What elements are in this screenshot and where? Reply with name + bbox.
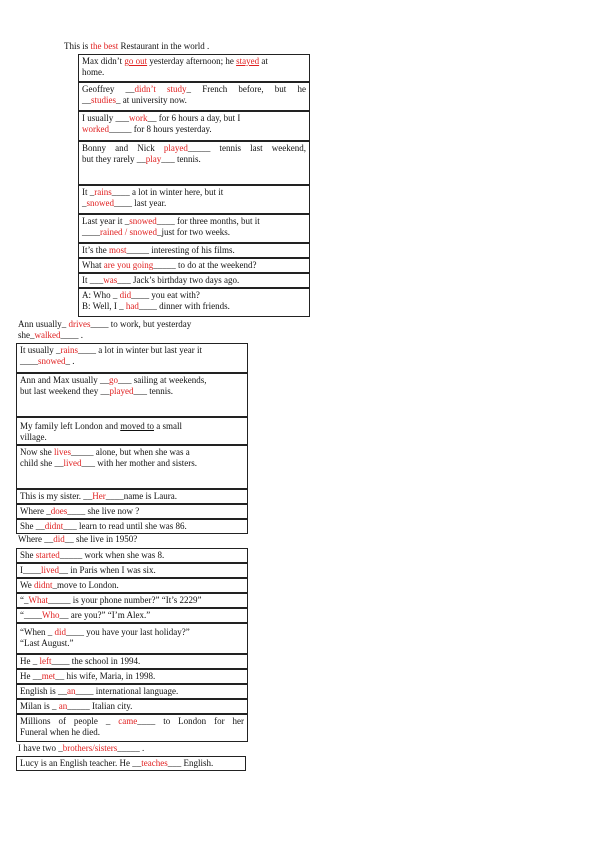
answer: What bbox=[28, 595, 48, 605]
answer: the best bbox=[90, 41, 119, 51]
answer: walked bbox=[34, 330, 61, 340]
exercise-box: This is my sister. __Her____name is Laura. bbox=[16, 489, 248, 504]
answer: met bbox=[41, 671, 56, 681]
answer: rains bbox=[94, 187, 112, 197]
answer: lived bbox=[41, 565, 59, 575]
answer: rains bbox=[60, 345, 78, 355]
exercise-box: It’s the most_____ interesting of his films. bbox=[78, 243, 310, 258]
answer: had bbox=[125, 301, 139, 311]
answer: snowed bbox=[129, 216, 157, 226]
exercise-box: I usually ___work__ for 6 hours a day, but I worked_____ for 8 hours yesterday. bbox=[78, 111, 310, 141]
exercise-box: Milan is _ an_____ Italian city. bbox=[16, 699, 248, 714]
exercise-box: It ___was___ Jack’s birthday two days ago. bbox=[78, 273, 310, 288]
exercise-box: English is __an____ international language. bbox=[16, 684, 248, 699]
answer: didn’t study bbox=[134, 84, 187, 94]
exercise-box: “____Who__ are you?” “I’m Alex.” bbox=[16, 608, 248, 623]
answer: lives bbox=[54, 447, 71, 457]
answer: an bbox=[67, 686, 76, 696]
answer: go bbox=[109, 375, 118, 385]
answer: play bbox=[145, 154, 162, 164]
answer: left bbox=[39, 656, 52, 666]
exercise-box: He _ left____ the school in 1994. bbox=[16, 654, 248, 669]
exercise-box: A: Who _ did____ you eat with? B: Well, I _ had____ dinner with friends. bbox=[78, 288, 310, 317]
exercise-box: She started_____ work when she was 8. bbox=[16, 548, 248, 563]
exercise-box: It usually _rains____ a lot in winter but last year it ____snowed_ . bbox=[16, 343, 248, 373]
answer: most bbox=[109, 245, 127, 255]
answer: was bbox=[103, 275, 118, 285]
exercise-box: Bonny and Nick played_____ tennis last weekend, but they rarely __play___ tennis. bbox=[78, 141, 310, 185]
answer: rained / snowed bbox=[100, 227, 157, 237]
answer: did bbox=[54, 627, 66, 637]
exercise-box: Ann and Max usually __go___ sailing at weekends, but last weekend they __played___ tennis. bbox=[16, 373, 248, 417]
exercise-box: I____lived__ in Paris when I was six. bbox=[16, 563, 248, 578]
answer: started bbox=[35, 550, 60, 560]
answer: did bbox=[53, 534, 65, 544]
answer: work bbox=[129, 113, 148, 123]
exercise-box: Millions of people _ came____ to London for her Funeral when he died. bbox=[16, 714, 248, 742]
exercise-box: What are you going_____ to do at the weekend? bbox=[78, 258, 310, 273]
answer: does bbox=[50, 506, 68, 516]
exercise-box: Max didn’t go out yesterday afternoon; he stayed at home. bbox=[78, 54, 310, 82]
answer: came bbox=[118, 716, 138, 726]
answer: teaches bbox=[141, 758, 168, 768]
exercise-box: Last year it _snowed____ for three months, but it ____rained / snowed_just for two weeks. bbox=[78, 214, 310, 243]
answer: worked bbox=[82, 124, 109, 134]
answer: an bbox=[58, 701, 68, 711]
exercise-line: Ann usually_ drives____ to work, but yesterday she_walked____ . bbox=[18, 319, 192, 340]
title-line: This is the best Restaurant in the world . bbox=[64, 41, 210, 51]
exercise-box: “When _ did____ you have your last holiday?” “Last August.” bbox=[16, 623, 248, 654]
answer: go out bbox=[124, 56, 148, 66]
answer: Who bbox=[42, 610, 60, 620]
answer: drives bbox=[68, 319, 91, 329]
answer: lived bbox=[63, 458, 82, 468]
answer: snowed bbox=[86, 198, 114, 208]
answer: brothers/sisters bbox=[62, 743, 118, 753]
exercise-box: My family left London and moved to a small village. bbox=[16, 417, 248, 445]
exercise-box: Now she lives_____ alone, but when she was a child she __lived___ with her mother and sisters. bbox=[16, 445, 248, 489]
exercise-line: Where __did__ she live in 1950? bbox=[18, 534, 138, 544]
answer: studies bbox=[91, 95, 117, 105]
answer: played bbox=[163, 143, 188, 153]
answer: are you going bbox=[103, 260, 154, 270]
answer: stayed bbox=[236, 56, 260, 66]
answer: played bbox=[109, 386, 134, 396]
exercise-box: We didnt_move to London. bbox=[16, 578, 248, 593]
answer: Her bbox=[92, 491, 106, 501]
answer: moved to bbox=[120, 421, 154, 431]
answer: didnt bbox=[44, 521, 64, 531]
exercise-box: She __didnt___ learn to read until she was 86. bbox=[16, 519, 248, 534]
exercise-line: I have two _brothers/sisters_____ . bbox=[18, 743, 145, 753]
exercise-box: Where _does____ she live now ? bbox=[16, 504, 248, 519]
exercise-box: Geoffrey __didn’t study_ French before, but he __studies_ at university now. bbox=[78, 82, 310, 111]
answer: did bbox=[119, 290, 132, 300]
exercise-box: “_What_____ is your phone number?” “It’s 2229” bbox=[16, 593, 248, 608]
exercise-box: It _rains____ a lot in winter here, but it _snowed____ last year. bbox=[78, 185, 310, 214]
exercise-box: Lucy is an English teacher. He __teaches___ English. bbox=[16, 756, 246, 771]
answer: snowed bbox=[38, 356, 66, 366]
exercise-box: He __met__ his wife, Maria, in 1998. bbox=[16, 669, 248, 684]
answer: didnt bbox=[34, 580, 53, 590]
